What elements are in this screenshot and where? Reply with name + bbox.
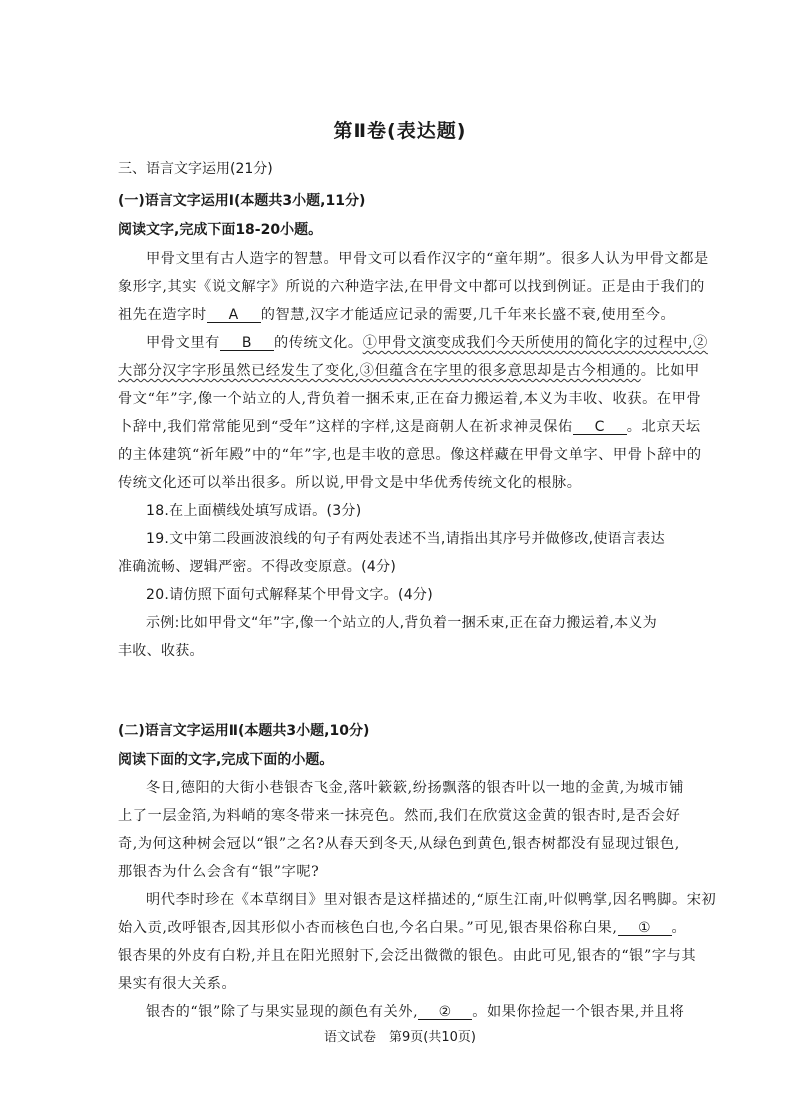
wavy-sentence-part-1: ①甲骨文演变成我们今天所使用的简化字的过程中,② — [362, 335, 708, 351]
part2-heading: (二)语言文字运用Ⅱ(本题共3小题,10分) — [118, 723, 370, 739]
p1-line-3-start: 祖先在造字时 — [118, 307, 207, 323]
p2-line-5: 的主体建筑“祈年殿”中的“年”字,也是丰收的意思。像这样藏在甲骨文单字、甲骨卜辞中的 — [118, 447, 702, 463]
part2-instruction: 阅读下面的文字,完成下面的小题。 — [118, 752, 334, 768]
p1-line-3 — [118, 304, 675, 324]
p1-line-1: 甲骨文里有古人造字的智慧。甲骨文可以看作汉字的“童年期”。很多人认为甲骨文都是 — [146, 251, 709, 267]
part1-heading: (一)语言文字运用Ⅰ(本题共3小题,11分) — [118, 193, 366, 209]
ginkgo-p2-line-2-start: 始入贡,改呼银杏,因其形似小杏而核色白也,今名白果。”可见,银杏果俗称白果, — [118, 920, 618, 936]
blank-1: ① — [618, 921, 672, 936]
p1-line-3-end: 的智慧,汉字才能适应记录的需要,几千年来长盛不衰,使用至今。 — [260, 307, 676, 323]
p2-line-2-end: 。比如甲 — [640, 363, 700, 379]
ginkgo-p2-line-2 — [118, 917, 686, 937]
page-footer: 语文试卷 第9页(共10页) — [324, 1030, 476, 1045]
p2-line-4-end: 。北京天坛 — [626, 419, 701, 435]
p1-line-2: 象形字,其实《说文解字》所说的六种造字法,在甲骨文中都可以找到例证。正是由于我们的 — [118, 279, 705, 295]
ginkgo-p2-line-4: 果实有很大关系。 — [118, 976, 237, 992]
ginkgo-p3-line-1 — [146, 1001, 684, 1021]
p2-line-6: 传统文化还可以举出很多。所以说,甲骨文是中华优秀传统文化的根脉。 — [118, 475, 582, 491]
ginkgo-p3-line-1-end: 。如果你捡起一个银杏果,并且将 — [472, 1004, 685, 1020]
p2-line-3: 骨文“年”字,像一个站立的人,背负着一捆禾束,正在奋力搬运着,本义为丰收、收获。在甲骨 — [118, 391, 702, 407]
ginkgo-p1-line-4: 那银杏为什么会含有“银”字呢? — [118, 864, 320, 880]
p2-line-1 — [146, 332, 708, 352]
question-20: 20.请仿照下面句式解释某个甲骨文字。(4分) — [146, 587, 433, 603]
blank-c: C — [573, 420, 627, 435]
question-19-line-1: 19.文中第二段画波浪线的句子有两处表述不当,请指出其序号并做修改,使语言表达 — [146, 531, 665, 547]
question-18: 18.在上面横线处填写成语。(3分) — [146, 503, 362, 519]
ginkgo-p2-line-1: 明代李时珍在《本草纲目》里对银杏是这样描述的,“原生江南,叶似鸭掌,因名鸭脚。宋初 — [146, 892, 717, 908]
ginkgo-p1-line-3: 奇,为何这种树会冠以“银”之名?从春天到冬天,从绿色到黄色,银杏树都没有显现过银色, — [118, 836, 680, 852]
p2-line-2 — [118, 360, 700, 380]
ginkgo-p1-line-1: 冬日,德阳的大街小巷银杏飞金,落叶簌簌,纷扬飘落的银杏叶以一地的金黄,为城市铺 — [146, 780, 685, 796]
p2-line-1-mid: 的传统文化。 — [273, 335, 363, 351]
ginkgo-p3-line-1-start: 银杏的“银”除了与果实显现的颜色有关外, — [146, 1004, 419, 1020]
wavy-sentence-part-2: 大部分汉字字形虽然已经发生了变化,③但蕴含在字里的很多意思却是古今相通的 — [118, 363, 641, 379]
p2-line-4-start: 卜辞中,我们常常能见到“受年”这样的字样,这是商朝人在祈求神灵保佑 — [118, 419, 573, 435]
ginkgo-p2-line-3: 银杏果的外皮有白粉,并且在阳光照射下,会泛出微微的银色。由此可见,银杏的“银”字与其 — [118, 948, 697, 964]
section-heading: 三、语言文字运用(21分) — [118, 161, 273, 177]
blank-a: A — [207, 308, 261, 323]
ginkgo-p1-line-2: 上了一层金箔,为料峭的寒冬带来一抹亮色。然而,我们在欣赏这金黄的银杏时,是否会好 — [118, 808, 681, 824]
p2-line-1-start: 甲骨文里有 — [146, 335, 220, 351]
p2-line-4 — [118, 416, 701, 436]
part1-instruction: 阅读文字,完成下面18-20小题。 — [118, 222, 323, 238]
ginkgo-p2-line-2-end: 。 — [671, 920, 687, 936]
blank-b: B — [220, 336, 274, 351]
example-line-2: 丰收、收获。 — [118, 643, 204, 659]
blank-2: ② — [418, 1005, 472, 1020]
example-line-1: 示例:比如甲骨文“年”字,像一个站立的人,背负着一捆禾束,正在奋力搬运着,本义为 — [146, 615, 658, 631]
page-title: 第Ⅱ卷(表达题) — [333, 120, 467, 142]
question-19-line-2: 准确流畅、逻辑严密。不得改变原意。(4分) — [118, 559, 397, 575]
